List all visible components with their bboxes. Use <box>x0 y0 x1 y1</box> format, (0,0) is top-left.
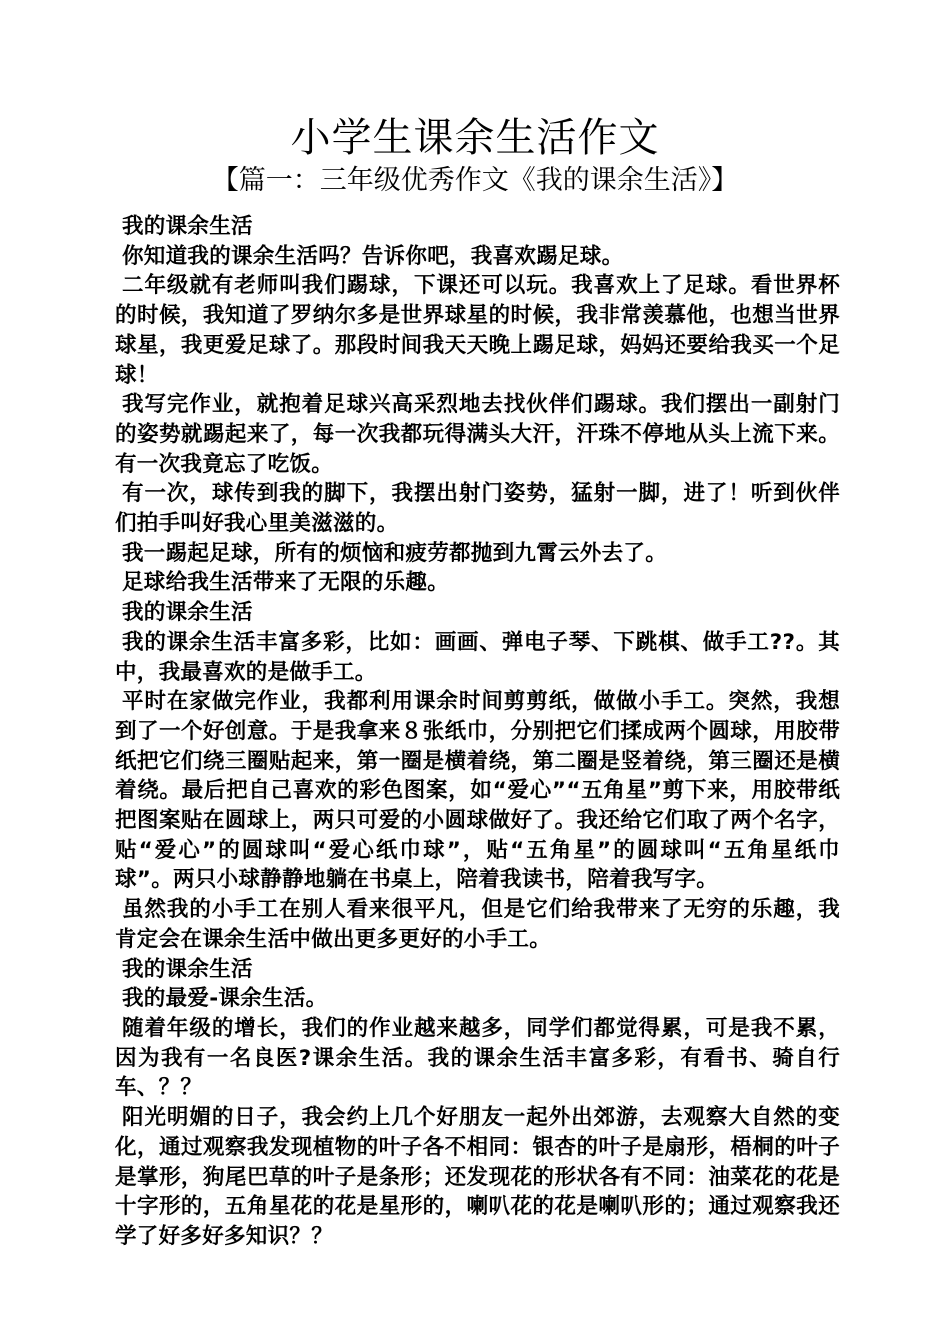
paragraph: 我一踢起足球，所有的烦恼和疲劳都抛到九霄云外去了。 <box>122 540 668 566</box>
paragraph: 我的课余生活丰富多彩，比如：画画、弹电子琴、下跳棋、做手工??。其中，我最喜欢的是做手工。 <box>115 629 840 685</box>
paragraph-heading: 我的课余生活 <box>122 600 253 626</box>
paragraph: 有一次，球传到我的脚下，我摆出射门姿势，猛射一脚，进了！听到伙伴们拍手叫好我心里美滋滋的。 <box>115 481 840 537</box>
paragraph: 二年级就有老师叫我们踢球，下课还可以玩。我喜欢上了足球。看世界杯的时候，我知道了罗纳尔多是世界球星的时候，我非常羡慕他，也想当世界球星，我更爱足球了。那段时间我天天晚上踢足球，妈妈还要给我买一个足球！ <box>115 273 840 388</box>
document-title: 小学生课余生活作文 <box>290 115 660 161</box>
paragraph: 阳光明媚的日子，我会约上几个好朋友一起外出郊游，去观察大自然的变化，通过观察我发现植物的叶子各不相同：银杏的叶子是扇形，梧桐的叶子是掌形，狗尾巴草的叶子是条形；还发现花的形状各有不同：油菜花的花是十字形的，五角星花的花是星形的，喇叭花的花是喇叭形的；通过观察我还学了好多好多知识？？ <box>115 1105 840 1249</box>
document-body <box>115 212 840 1252</box>
paragraph: 虽然我的小手工在别人看来很平凡，但是它们给我带来了无穷的乐趣，我肯定会在课余生活中做出更多更好的小手工。 <box>115 897 840 952</box>
paragraph-heading: 我的课余生活 <box>122 214 253 239</box>
paragraph: 平时在家做完作业，我都利用课余时间剪剪纸，做做小手工。突然，我想到了一个好创意。于是我拿来８张纸巾，分别把它们揉成两个圆球，用胶带纸把它们绕三圈贴起来，第一圈是横着绕，第二圈是竖着绕，第三圈还是横着绕。最后把自己喜欢的彩色图案，如“爱心”“五角星”剪下来，用胶带纸把图案贴在圆球上，两只可爱的小圆球做好了。我还给它们取了两个名字，贴“爱心”的圆球叫“爱心纸巾球”，贴“五角星”的圆球叫“五角星纸巾球”。两只小球静静地躺在书桌上，陪着我读书，陪着我写字。 <box>115 689 840 893</box>
paragraph: 你知道我的课余生活吗？告诉你吧，我喜欢踢足球。 <box>122 243 624 269</box>
paragraph: 我的最爱-课余生活。 <box>122 986 328 1012</box>
paragraph: 我写完作业，就抱着足球兴高采烈地去找伙伴们踢球。我们摆出一副射门的姿势就踢起来了，每一次我都玩得满头大汗，汗珠不停地从头上流下来。有一次我竟忘了吃饭。 <box>115 392 840 477</box>
paragraph: 随着年级的增长，我们的作业越来越多，同学们都觉得累，可是我不累，因为我有一名良医?课余生活。我的课余生活丰富多彩，有看书、骑自行车、？？ <box>115 1015 840 1101</box>
document-subtitle: 【篇一：三年级优秀作文《我的课余生活》】 <box>211 165 739 196</box>
paragraph-heading: 我的课余生活 <box>122 956 253 982</box>
paragraph: 足球给我生活带来了无限的乐趣。 <box>122 570 450 596</box>
